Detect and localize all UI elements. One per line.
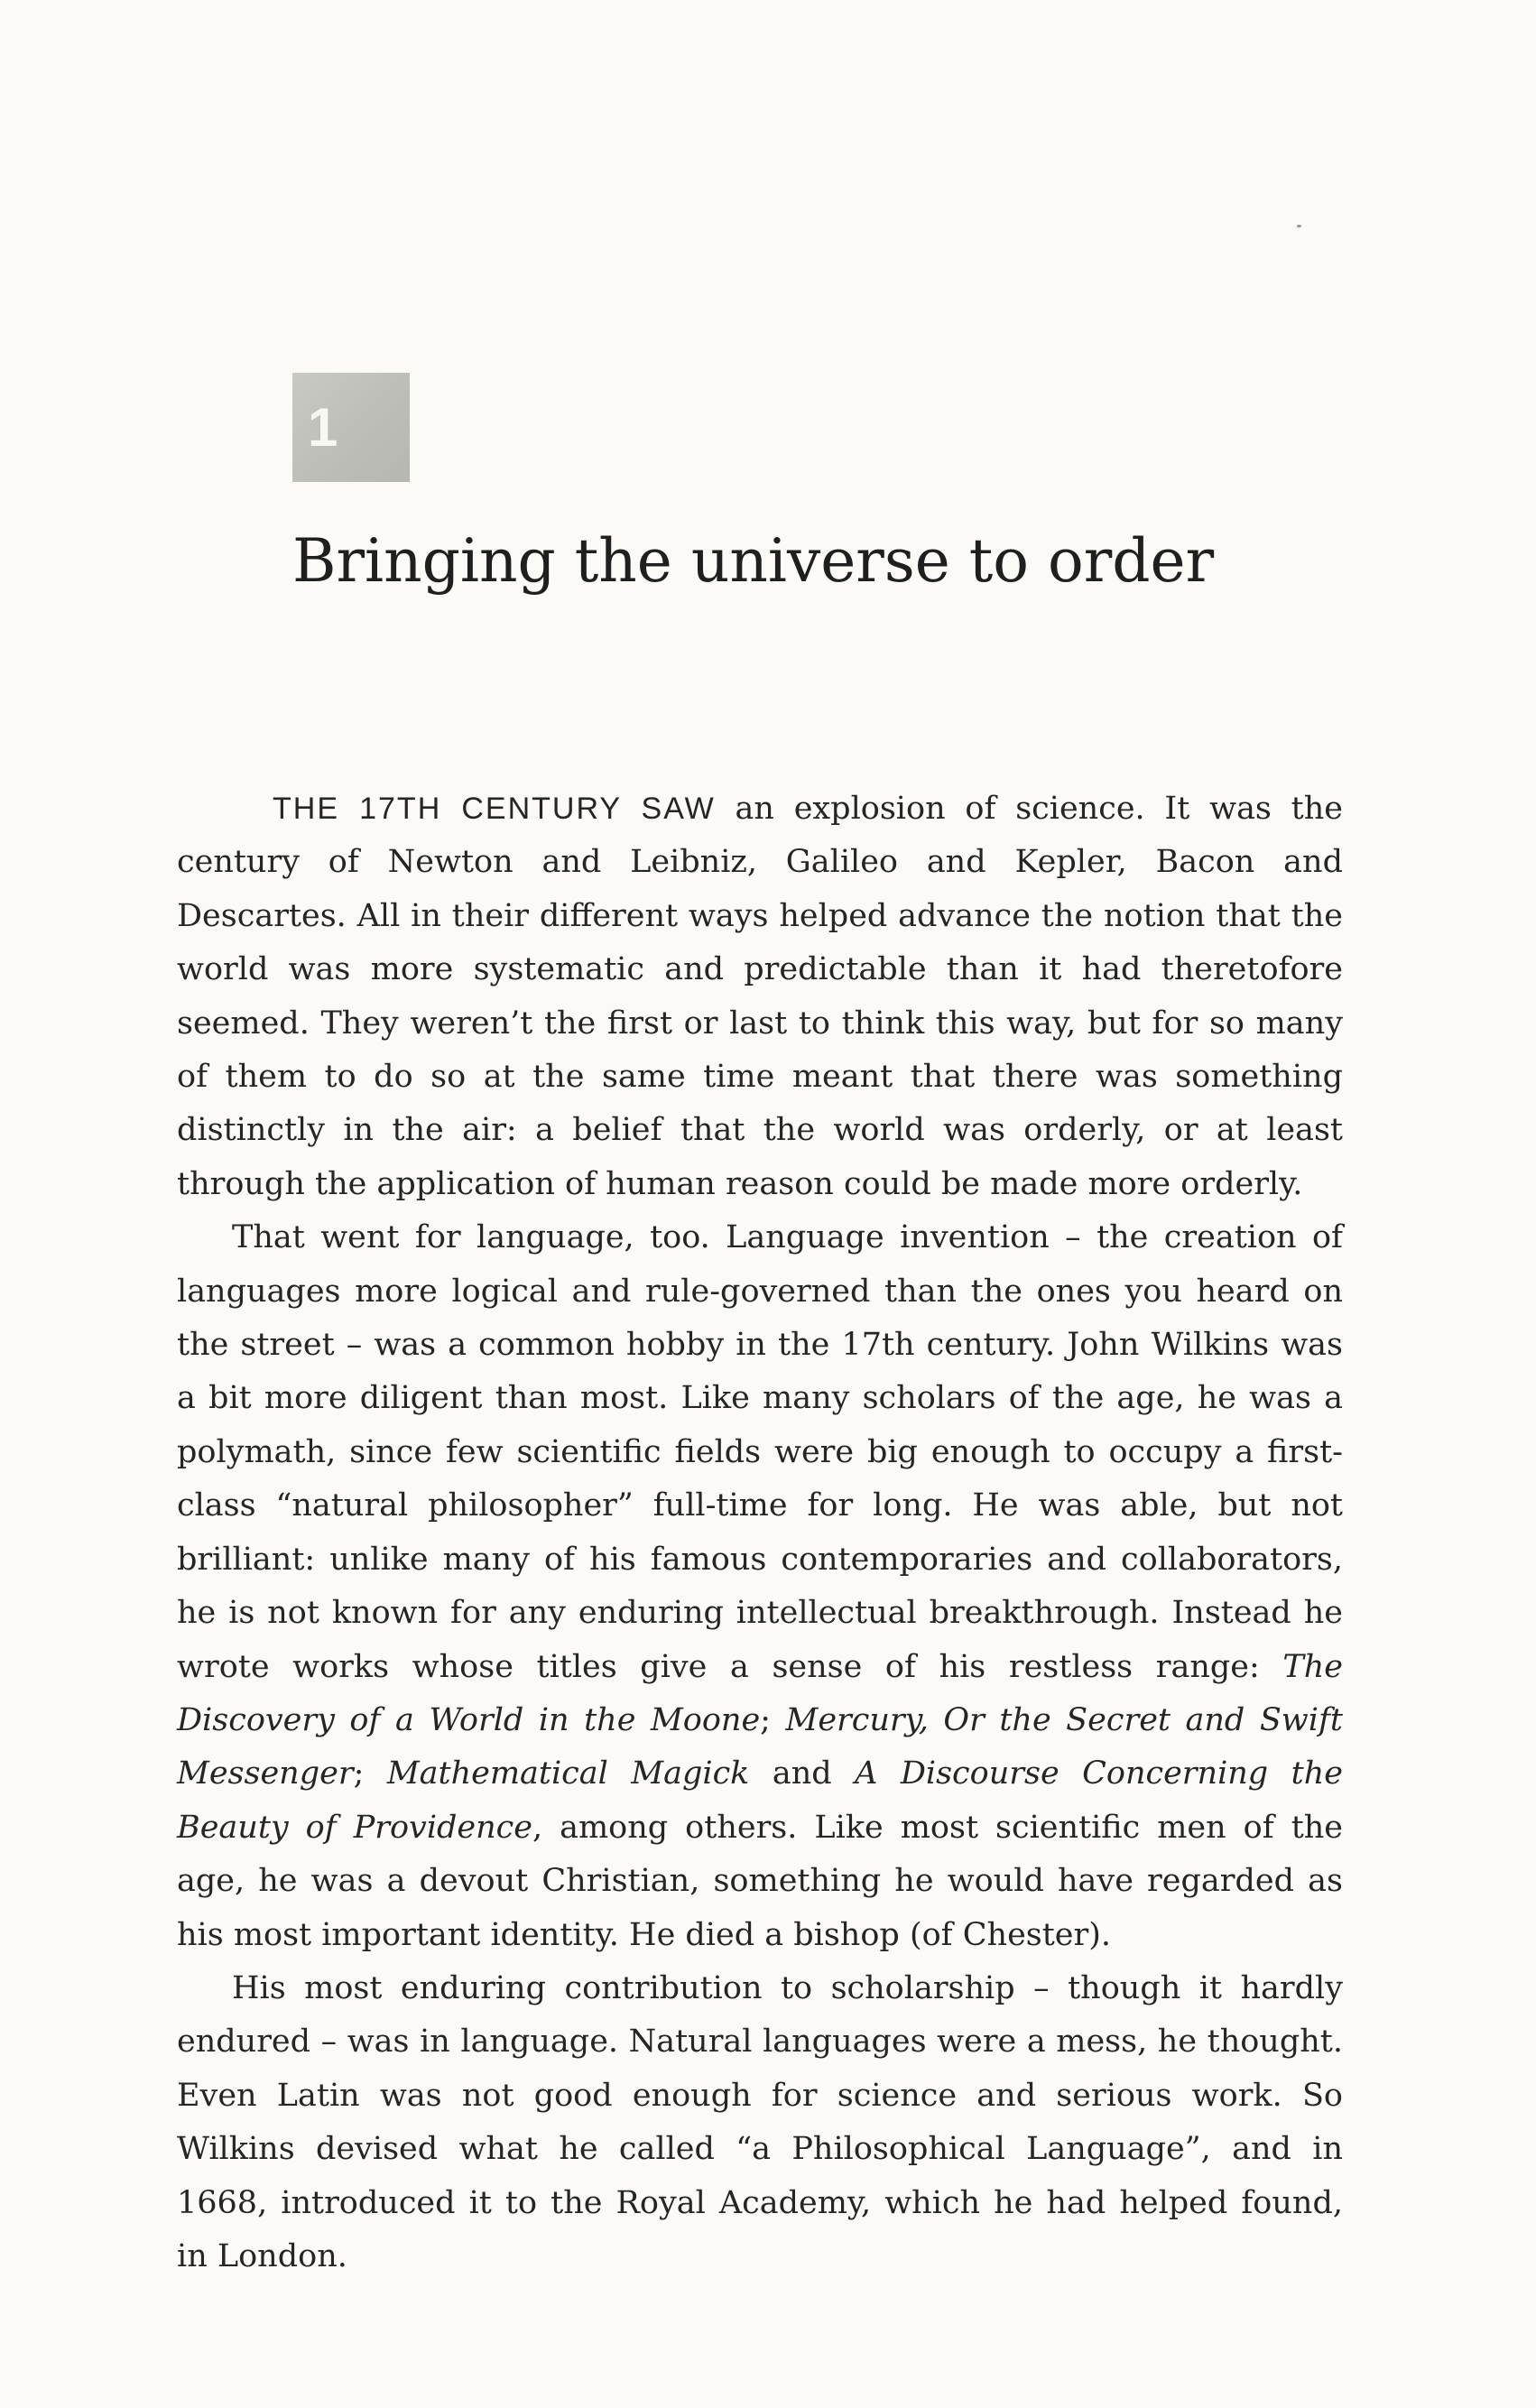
paragraph-2-text-a: That went for language, too. Language invention – the creation of languages more logical and rule-governed than the ones you heard on the street – was a common hobby in the 17th century. John Wilkins was a bit more diligent than most. Like many scholars of the age, he was a polymath, since few scientific fields were big enough to occupy a first-class “natural philosopher” full-time for long. He was able, but not brilliant: unlike many of his famous contemporaries and collaborators, he is not known for any enduring intellectual breakthrough. Instead he wrote works whose titles give a sense of his restless range: — [177, 1219, 1343, 1685]
book-title-discovery: The Discovery of a World in the Moone — [177, 1648, 1343, 1738]
book-title-mathematical-magick: Mathematical Magick — [386, 1755, 750, 1792]
scan-speck — [1297, 225, 1301, 227]
chapter-number-badge: 1 — [292, 373, 410, 482]
paragraph-2 — [177, 1211, 1343, 1962]
separator: ; — [760, 1701, 786, 1738]
paragraph-3: His most enduring contribution to scholarship – though it hardly endured – was in language. Natural languages were a mess, he thought. Even Latin was not good enough for science and serious work. So Wilkins devised what he called “a Philosophical Language”, and in 1668, introduced it to the Royal Academy, which he had helped found, in London. — [177, 1969, 1343, 2274]
paragraph-1-text: an explosion of science. It was the century of Newton and Leibniz, Galileo and Kepler, Bacon and Descartes. All in their different ways helped advance the notion that the world was more systematic and predictable than it had theretofore seemed. They weren’t the first or last to think this way, but for so many of them to do so at the same time meant that there was something distinctly in the air: a belief that the world was orderly, or at least through the application of human reason could be made more orderly. — [177, 791, 1343, 1202]
paragraph-lead-in: THE 17TH CENTURY SAW — [273, 792, 716, 826]
paragraph-2-text-b: , among others. Like most scientific men of the age, he was a devout Christian, something he would have regarded as his most important identity. He died a bishop (of Chester). — [177, 1809, 1344, 1953]
book-title-discourse: A Discourse Concerning the Beauty of Providence — [177, 1755, 1343, 1846]
book-title-mercury: Mercury, Or the Secret and Swift Messenger — [177, 1701, 1343, 1792]
separator: and — [749, 1755, 856, 1792]
body-text — [177, 783, 1343, 2283]
paragraph-1 — [177, 783, 1343, 1211]
chapter-title: Bringing the universe to order — [292, 526, 1215, 596]
separator: ; — [353, 1755, 387, 1792]
